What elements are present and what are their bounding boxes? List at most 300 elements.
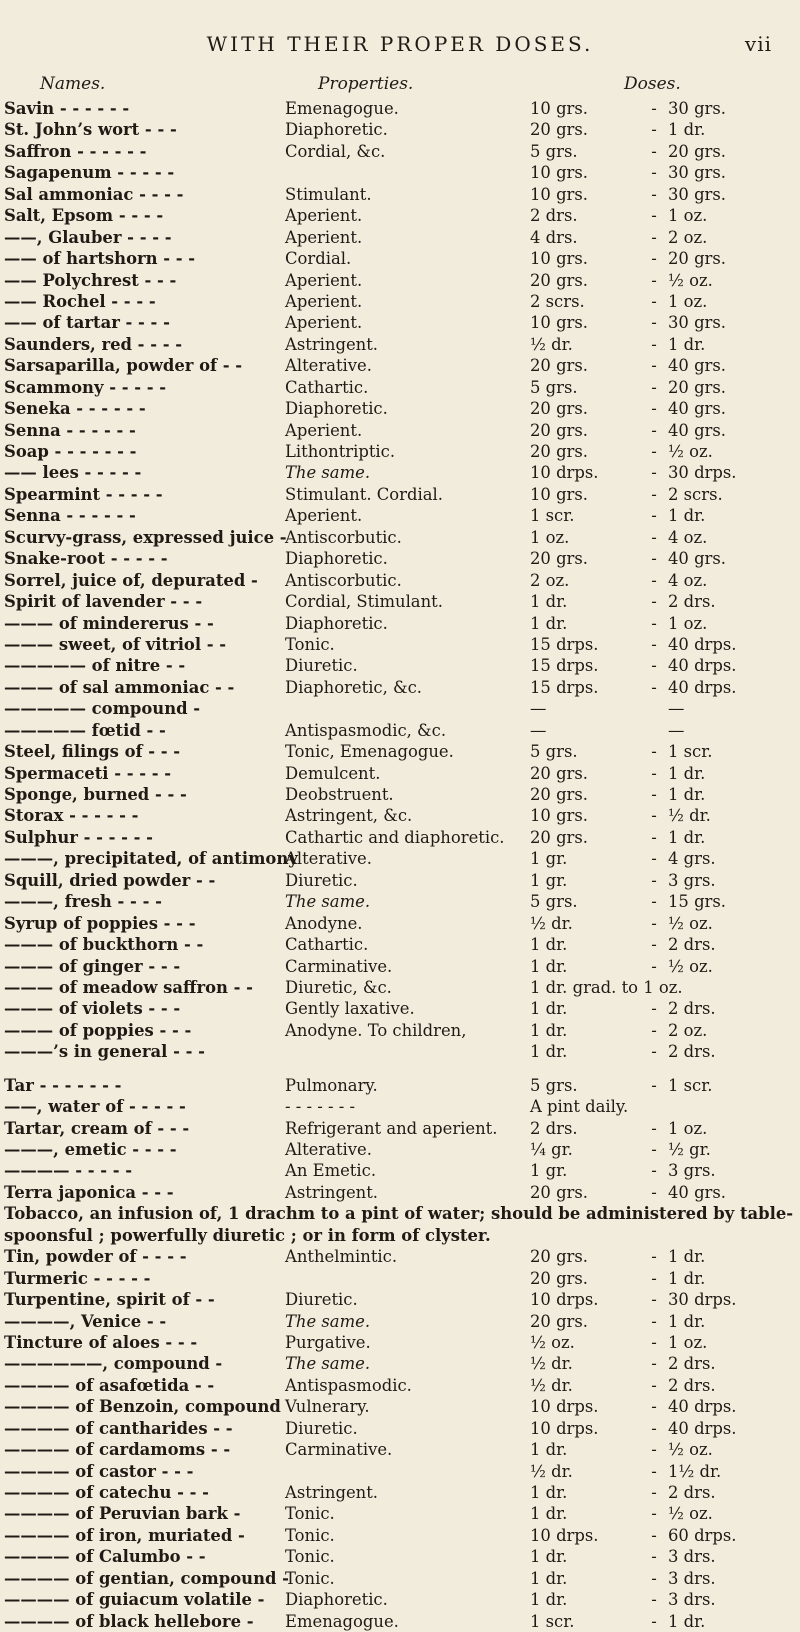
dose-max: 40 drps.: [668, 677, 737, 697]
dose-separator: -: [651, 1547, 657, 1567]
page-number: vii: [744, 32, 772, 56]
dose-max: —: [668, 699, 685, 719]
table-row: [0, 977, 800, 998]
dose-max: 4 oz.: [668, 570, 708, 590]
dose-max: 15 grs.: [668, 892, 727, 912]
dose-separator: -: [651, 463, 657, 483]
dose-separator: -: [651, 291, 657, 311]
dose-max: 40 grs.: [668, 356, 727, 376]
dose-min: 20 grs.: [530, 549, 589, 569]
table-row: [0, 891, 800, 912]
dose-min: 20 grs.: [530, 1268, 589, 1288]
table-row: [0, 484, 800, 505]
drug-property: An Emetic.: [285, 1161, 377, 1181]
drug-name: ———— of gentian, compound -: [4, 1568, 289, 1588]
drug-name: ———— of catechu - - -: [4, 1483, 209, 1502]
drug-name: ———, precipitated, of antimony: [4, 849, 298, 869]
dose-max: 2 drs.: [668, 1483, 716, 1502]
dose-max: 1 oz.: [668, 1118, 708, 1138]
table-row: [0, 741, 800, 762]
dose-separator: -: [651, 849, 657, 869]
dose-separator: -: [651, 892, 657, 912]
dose-min: 1 dr.: [530, 1590, 568, 1610]
dose-separator: -: [651, 763, 657, 783]
dose-separator: -: [651, 1140, 657, 1159]
dose-min: 20 grs.: [530, 1247, 589, 1267]
table-row: [0, 270, 800, 291]
dose-max: ½ oz.: [668, 956, 713, 976]
drug-name: ——— of meadow saffron - -: [4, 977, 253, 997]
table-row: [0, 1353, 800, 1374]
drug-property: Carminative.: [285, 956, 393, 976]
drug-property: Tonic.: [285, 1525, 335, 1545]
table-row: [0, 570, 800, 591]
dose-min: 20 grs.: [530, 270, 589, 290]
table-row: [0, 1375, 800, 1396]
dose-min: 2 oz.: [530, 570, 570, 590]
dose-table: [0, 98, 800, 1632]
dose-max: 1 dr.: [668, 827, 706, 847]
drug-name: ———— of black hellebore -: [4, 1611, 254, 1631]
table-row: [0, 1332, 800, 1353]
dose-separator: -: [651, 1525, 657, 1545]
section-gap: [0, 1063, 800, 1075]
dose-min: 20 grs.: [530, 399, 589, 419]
drug-name: ——————, compound -: [4, 1354, 223, 1374]
table-row: [0, 1139, 800, 1160]
dose-max: 1 dr.: [668, 506, 706, 526]
dose-min: ½ dr.: [530, 334, 573, 354]
dose-min: ½ dr.: [530, 1354, 573, 1374]
dose-min: 2 drs.: [530, 206, 578, 226]
dose-max: 2 drs.: [668, 999, 716, 1019]
drug-property: Stimulant. Cordial.: [285, 484, 443, 504]
drug-name: ———— of Peruvian bark -: [4, 1504, 241, 1524]
dose-min: 20 grs.: [530, 1182, 589, 1202]
drug-name: Senna - - - - - -: [4, 506, 136, 526]
drug-name: Terra japonica - - -: [4, 1182, 174, 1202]
drug-property: Alterative.: [285, 356, 372, 376]
drug-property: Aperient.: [285, 291, 363, 311]
table-row: [0, 1268, 800, 1289]
dose-separator: -: [651, 1247, 657, 1267]
dose-max: 1 dr.: [668, 1247, 706, 1267]
dose-separator: -: [651, 1590, 657, 1610]
column-headings: [0, 74, 800, 100]
table-row: [0, 1568, 800, 1589]
drug-name: Sarsaparilla, powder of - -: [4, 356, 243, 376]
drug-property: Aperient.: [285, 206, 363, 226]
drug-property: Anodyne. To children,: [285, 1020, 467, 1040]
table-row: [0, 1461, 800, 1482]
dose-max: 1 dr.: [668, 785, 706, 804]
dose-separator: -: [651, 506, 657, 526]
drug-name: ————— fœtid - -: [4, 720, 166, 740]
drug-property: Antispasmodic.: [285, 1375, 412, 1395]
dose-min: 10 drps.: [530, 1525, 599, 1545]
table-row: [0, 1020, 800, 1041]
dose-max: 40 grs.: [668, 1182, 727, 1202]
table-row: [0, 98, 800, 119]
dose-max: 1½ dr.: [668, 1461, 722, 1481]
dose-min: 20 grs.: [530, 442, 589, 461]
table-row: [0, 698, 800, 719]
table-row: [0, 1589, 800, 1610]
drug-name: Snake-root - - - - -: [4, 549, 168, 569]
dose-min: 1 dr.: [530, 592, 568, 612]
dose-max: 4 grs.: [668, 849, 716, 869]
table-row: [0, 956, 800, 977]
drug-name: ———— of guiacum volatile -: [4, 1590, 265, 1610]
dose-max: 1 oz.: [668, 1332, 708, 1352]
dose-min: 15 drps.: [530, 677, 599, 697]
table-row: [0, 184, 800, 205]
drug-property: Alterative.: [285, 849, 372, 869]
dose-min: A pint daily.: [530, 1097, 629, 1117]
dose-separator: -: [651, 163, 657, 183]
drug-property: Vulnerary.: [285, 1397, 370, 1417]
dose-min: 10 grs.: [530, 806, 589, 826]
drug-property: Astringent.: [285, 334, 379, 354]
dose-min: 10 grs.: [530, 99, 589, 118]
dose-max: 1 dr.: [668, 1611, 706, 1631]
dose-separator: -: [651, 677, 657, 697]
dose-min: 10 drps.: [530, 1418, 599, 1438]
dose-min: 1 dr.: [530, 935, 568, 955]
drug-property: Diaphoretic.: [285, 549, 388, 569]
drug-name: ——, Glauber - - - -: [4, 227, 172, 247]
dose-min: 20 grs.: [530, 763, 589, 783]
dose-max: 40 drps.: [668, 656, 737, 676]
dose-min: 5 grs.: [530, 377, 578, 397]
dose-max: 2 oz.: [668, 227, 708, 247]
drug-name: ———— of cardamoms - -: [4, 1440, 231, 1460]
drug-name: ———’s in general - - -: [4, 1042, 205, 1062]
drug-name: ———— of Benzoin, compound: [4, 1397, 281, 1417]
table-row: [0, 1546, 800, 1567]
dose-separator: -: [651, 1397, 657, 1417]
table-row: [0, 1525, 800, 1546]
table-row: [0, 613, 800, 634]
dose-min: 1 gr.: [530, 1161, 568, 1181]
drug-name: Salt, Epsom - - - -: [4, 206, 164, 226]
dose-separator: -: [651, 549, 657, 569]
note-line: [0, 1225, 800, 1246]
table-row: [0, 1182, 800, 1203]
drug-name: ————, Venice - -: [4, 1311, 167, 1331]
drug-name: ———— of iron, muriated -: [4, 1525, 245, 1545]
dose-min: 20 grs.: [530, 785, 589, 804]
table-row: [0, 763, 800, 784]
drug-name: —— of tartar - - - -: [4, 313, 170, 333]
drug-property: The same.: [285, 1311, 371, 1331]
drug-property: Astringent.: [285, 1483, 379, 1502]
drug-property: Diuretic.: [285, 656, 358, 676]
dose-min: ½ dr.: [530, 913, 573, 933]
dose-min: 20 grs.: [530, 356, 589, 376]
table-row: [0, 827, 800, 848]
table-row: [0, 677, 800, 698]
table-row: [0, 227, 800, 248]
dose-separator: -: [651, 870, 657, 890]
drug-name: ——— of violets - - -: [4, 999, 181, 1019]
drug-name: Spermaceti - - - - -: [4, 763, 172, 783]
dose-min: 15 drps.: [530, 656, 599, 676]
dose-separator: -: [651, 99, 657, 118]
table-row: [0, 784, 800, 805]
table-row: [0, 1611, 800, 1632]
dose-max: 1 dr.: [668, 334, 706, 354]
drug-property: The same.: [285, 892, 371, 912]
table-row: [0, 1439, 800, 1460]
dose-separator: -: [651, 1483, 657, 1502]
dose-max: ½ oz.: [668, 442, 713, 461]
dose-max: 2 drs.: [668, 1375, 716, 1395]
dose-min: 10 grs.: [530, 313, 589, 333]
drug-name: ————— compound -: [4, 699, 201, 719]
drug-name: Sal ammoniac - - - -: [4, 184, 184, 204]
dose-separator: -: [651, 527, 657, 547]
drug-name: Sulphur - - - - - -: [4, 827, 153, 847]
table-row: [0, 527, 800, 548]
dose-min: 10 grs.: [530, 184, 589, 204]
drug-name: ———— of castor - - -: [4, 1461, 194, 1481]
drug-name: Turpentine, spirit of - -: [4, 1290, 215, 1310]
drug-property: Cathartic.: [285, 377, 369, 397]
drug-name: ———— of cantharides - -: [4, 1418, 233, 1438]
dose-min: 15 drps.: [530, 634, 599, 654]
dose-min: 1 dr.: [530, 1568, 568, 1588]
dose-separator: -: [651, 592, 657, 612]
drug-property: Stimulant.: [285, 184, 372, 204]
drug-name: ——— of sal ammoniac - -: [4, 677, 235, 697]
drug-name: ———, fresh - - - -: [4, 892, 162, 912]
dose-separator: -: [651, 956, 657, 976]
table-row: [0, 312, 800, 333]
dose-min: 1 dr.: [530, 1504, 568, 1524]
dose-max: 40 drps.: [668, 634, 737, 654]
dose-min: 5 grs.: [530, 892, 578, 912]
drug-name: —— Polychrest - - -: [4, 270, 177, 290]
dose-min: 1 dr.: [530, 1042, 568, 1062]
note-text: Tobacco, an infusion of, 1 drachm to a pint of water; should be administered by table-: [4, 1204, 794, 1224]
dose-max: ½ oz.: [668, 1440, 713, 1460]
dose-min: 10 grs.: [530, 163, 589, 183]
dose-min: 1 oz.: [530, 527, 570, 547]
drug-property: Aperient.: [285, 227, 363, 247]
table-row: [0, 355, 800, 376]
dose-max: 30 drps.: [668, 1290, 737, 1310]
table-row: [0, 377, 800, 398]
drug-name: Tin, powder of - - - -: [4, 1247, 187, 1267]
drug-property: Diuretic.: [285, 1418, 358, 1438]
drug-property: Carminative.: [285, 1440, 393, 1460]
drug-name: Savin - - - - - -: [4, 99, 130, 118]
dose-max: —: [668, 720, 685, 740]
drug-name: Syrup of poppies - - -: [4, 913, 196, 933]
dose-separator: -: [651, 1354, 657, 1374]
drug-property: Cordial, Stimulant.: [285, 592, 443, 612]
dose-separator: -: [651, 1311, 657, 1331]
drug-property: Diaphoretic, &c.: [285, 677, 423, 697]
drug-property: The same.: [285, 1354, 371, 1374]
dose-separator: -: [651, 1568, 657, 1588]
drug-property: Antiscorbutic.: [285, 527, 402, 547]
drug-name: Saunders, red - - - -: [4, 334, 183, 354]
dose-min: 20 grs.: [530, 120, 589, 140]
dose-separator: -: [651, 1504, 657, 1524]
dose-max: 20 grs.: [668, 249, 727, 269]
drug-name: ———— - - - - -: [4, 1161, 133, 1181]
running-header: [0, 32, 800, 60]
dose-separator: -: [651, 742, 657, 762]
table-row: [0, 398, 800, 419]
drug-name: Scammony - - - - -: [4, 377, 167, 397]
dose-separator: -: [651, 442, 657, 461]
dose-separator: -: [651, 1042, 657, 1062]
note-text: spoonsful ; powerfully diuretic ; or in form of clyster.: [4, 1225, 491, 1245]
dose-min: ½ dr.: [530, 1461, 573, 1481]
table-row: [0, 1041, 800, 1062]
drug-property: Cathartic.: [285, 935, 369, 955]
drug-name: Senna - - - - - -: [4, 420, 136, 440]
dose-max: ½ oz.: [668, 1504, 713, 1524]
drug-property: Diaphoretic.: [285, 1590, 388, 1610]
dose-min: 20 grs.: [530, 827, 589, 847]
dose-separator: -: [651, 999, 657, 1019]
table-row: [0, 634, 800, 655]
drug-property: Aperient.: [285, 313, 363, 333]
drug-name: —— of hartshorn - - -: [4, 249, 196, 269]
dose-max: ½ gr.: [668, 1140, 711, 1159]
dose-max: 40 drps.: [668, 1397, 737, 1417]
dose-separator: -: [651, 484, 657, 504]
drug-property: Diuretic.: [285, 1290, 358, 1310]
table-row: [0, 1396, 800, 1417]
table-row: [0, 1118, 800, 1139]
dose-max: 1 dr.: [668, 1311, 706, 1331]
drug-property: Diuretic.: [285, 870, 358, 890]
dose-separator: -: [651, 913, 657, 933]
drug-property: Pulmonary.: [285, 1075, 378, 1095]
dose-min: 1 dr.: [530, 613, 568, 633]
dose-separator: -: [651, 334, 657, 354]
table-row: [0, 1289, 800, 1310]
dose-min: 1 dr.: [530, 1547, 568, 1567]
table-row: [0, 913, 800, 934]
table-row: [0, 141, 800, 162]
dose-separator: -: [651, 613, 657, 633]
dose-max: ½ oz.: [668, 270, 713, 290]
dose-separator: -: [651, 399, 657, 419]
table-row: [0, 162, 800, 183]
dose-separator: -: [651, 1268, 657, 1288]
dose-max: 2 drs.: [668, 1042, 716, 1062]
drug-property: Emenagogue.: [285, 1611, 399, 1631]
dose-min: 10 drps.: [530, 1290, 599, 1310]
drug-name: Spirit of lavender - - -: [4, 592, 203, 612]
drug-name: Seneka - - - - - -: [4, 399, 146, 419]
dose-max: 30 grs.: [668, 184, 727, 204]
dose-separator: -: [651, 249, 657, 269]
drug-property: Anodyne.: [285, 913, 363, 933]
drug-property: Tonic, Emenagogue.: [285, 742, 454, 762]
drug-property: Alterative.: [285, 1140, 372, 1159]
dose-max: 40 grs.: [668, 549, 727, 569]
dose-max: 1 oz.: [668, 291, 708, 311]
table-row: [0, 655, 800, 676]
dose-min: 1 dr.: [530, 1483, 568, 1502]
drug-name: ———— of asafœtida - -: [4, 1375, 215, 1395]
dose-min: 10 grs.: [530, 484, 589, 504]
drug-property: Cathartic and diaphoretic.: [285, 827, 505, 847]
dose-max: 20 grs.: [668, 377, 727, 397]
drug-property: Astringent.: [285, 1182, 379, 1202]
drug-property: Astringent, &c.: [285, 806, 413, 826]
table-row: [0, 119, 800, 140]
drug-property: Emenagogue.: [285, 99, 399, 118]
drug-property: Diaphoretic.: [285, 399, 388, 419]
note-line: [0, 1203, 800, 1224]
dose-separator: -: [651, 1290, 657, 1310]
dose-min: —: [530, 699, 547, 719]
drug-name: Sponge, burned - - -: [4, 785, 187, 804]
drug-property: - - - - - - -: [285, 1097, 356, 1117]
drug-property: Tonic.: [285, 634, 335, 654]
dose-max: 60 drps.: [668, 1525, 737, 1545]
dose-separator: -: [651, 184, 657, 204]
dose-max: 40 grs.: [668, 399, 727, 419]
dose-separator: -: [651, 141, 657, 161]
dose-min: 1 dr.: [530, 956, 568, 976]
dose-max: 30 drps.: [668, 463, 737, 483]
dose-min: 1 dr.: [530, 1020, 568, 1040]
dose-separator: -: [651, 656, 657, 676]
drug-property: Anthelmintic.: [285, 1247, 398, 1267]
dose-max: 1 oz.: [668, 613, 708, 633]
drug-property: Aperient.: [285, 420, 363, 440]
drug-property: Diaphoretic.: [285, 120, 388, 140]
dose-separator: -: [651, 806, 657, 826]
dose-max: 2 scrs.: [668, 484, 723, 504]
drug-property: Tonic.: [285, 1547, 335, 1567]
dose-min: 5 grs.: [530, 742, 578, 762]
drug-name: ——— sweet, of vitriol - -: [4, 634, 227, 654]
drug-name: St. John’s wort - - -: [4, 120, 177, 140]
drug-property: Cordial.: [285, 249, 352, 269]
drug-name: Squill, dried powder - -: [4, 870, 216, 890]
table-row: [0, 870, 800, 891]
drug-name: Steel, filings of - - -: [4, 742, 181, 762]
table-row: [0, 505, 800, 526]
dose-min: 1 dr.: [530, 999, 568, 1019]
dose-max: 40 grs.: [668, 420, 727, 440]
dose-separator: -: [651, 827, 657, 847]
dose-min: 1 scr.: [530, 506, 575, 526]
drug-name: ——— of poppies - - -: [4, 1020, 192, 1040]
table-row: [0, 291, 800, 312]
dose-max: 40 drps.: [668, 1418, 737, 1438]
drug-name: Saffron - - - - - -: [4, 141, 147, 161]
dose-min: 1 gr.: [530, 849, 568, 869]
table-row: [0, 848, 800, 869]
table-row: [0, 998, 800, 1019]
drug-name: Spearmint - - - - -: [4, 484, 163, 504]
drug-property: Tonic.: [285, 1504, 335, 1524]
drug-name: ——— of mindererus - -: [4, 613, 214, 633]
dose-max: 1 oz.: [668, 206, 708, 226]
drug-name: Storax - - - - - -: [4, 806, 139, 826]
